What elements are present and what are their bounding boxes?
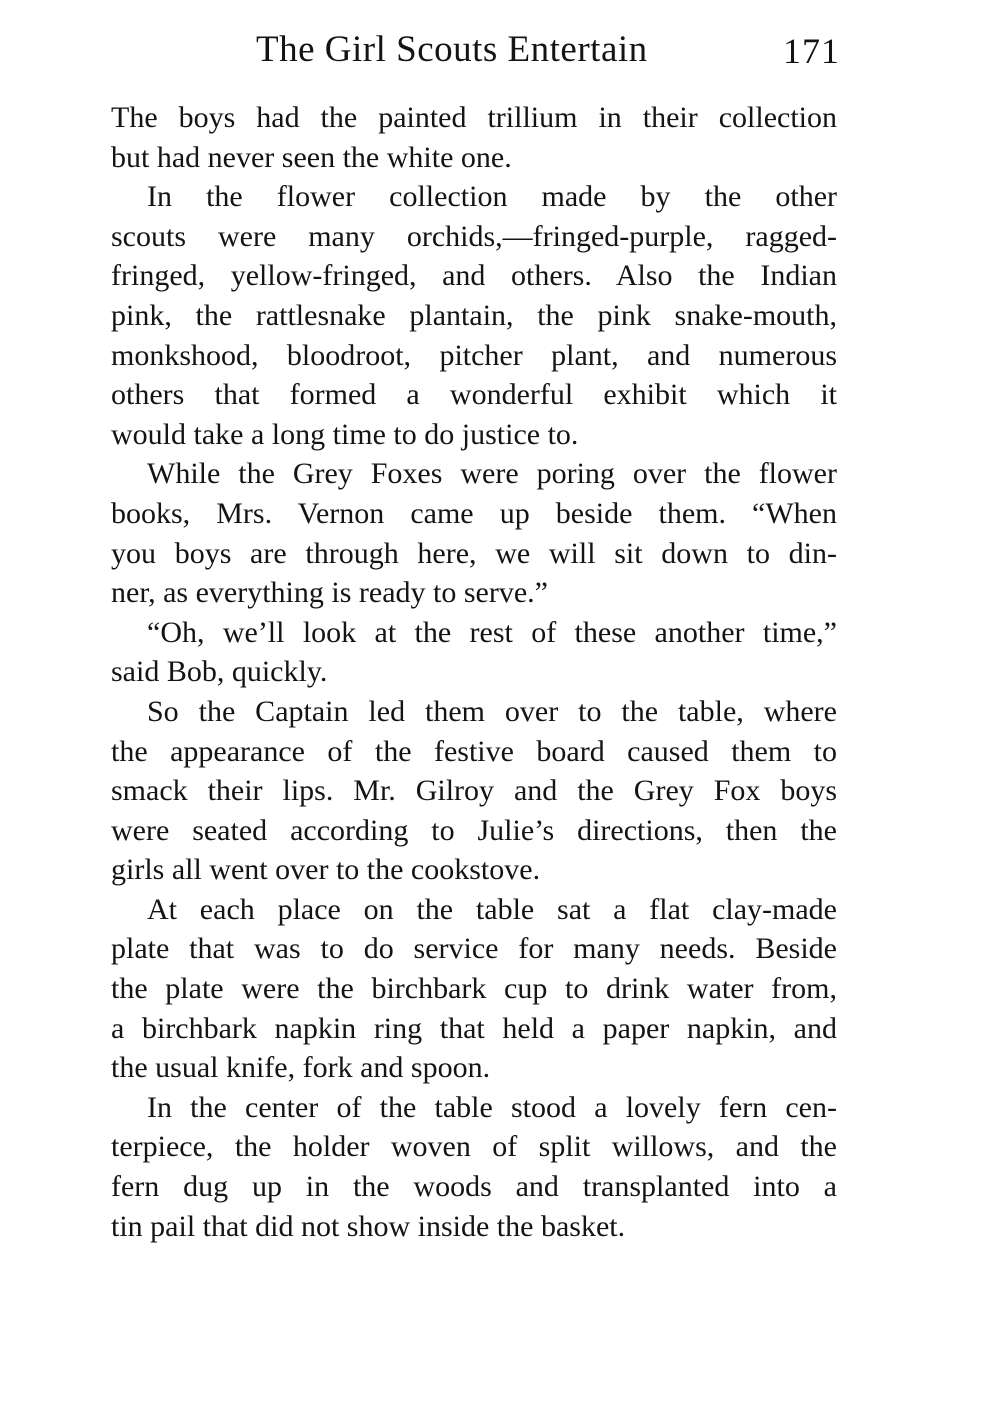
text-line: pink, the rattlesnake plantain, the pink snake-mouth, [111,298,837,332]
body-text [111,98,837,1246]
page-number: 171 [783,31,840,71]
text-line: the usual knife, fork and spoon. [111,1051,491,1085]
text-line: fringed, yellow-fringed, and others. Also the Indian [111,259,837,293]
text-line: others that formed a wonderful exhibit which it [111,378,837,412]
text-line: but had never seen the white one. [111,140,512,174]
text-line: At each place on the table sat a flat clay-made [147,892,837,926]
text-line: scouts were many orchids,—fringed-purple, ragged- [111,219,837,253]
text-line: plate that was to do service for many needs. Beside [111,932,837,966]
text-line: you boys are through here, we will sit down to din- [111,536,837,570]
running-title: The Girl Scouts Entertain [256,29,648,70]
text-line: While the Grey Foxes were poring over the flower [147,457,837,491]
text-line: tin pail that did not show inside the basket. [111,1209,626,1243]
text-line: ner, as everything is ready to serve.” [111,576,548,610]
text-line: a birchbark napkin ring that held a paper napkin, and [111,1011,837,1045]
text-line: So the Captain led them over to the table, where [147,694,837,728]
text-line: “Oh, we’ll look at the rest of these another time,” [147,615,837,649]
text-line: terpiece, the holder woven of split willows, and the [111,1130,837,1164]
text-line: were seated according to Julie’s directions, then the [111,813,837,847]
text-line: The boys had the painted trillium in their collection [111,101,837,134]
text-line: In the center of the table stood a lovely fern cen- [147,1090,837,1124]
text-line: fern dug up in the woods and transplanted into a [111,1170,837,1204]
text-line: would take a long time to do justice to. [111,417,579,451]
text-line: said Bob, quickly. [111,655,328,689]
text-line: the appearance of the festive board caused them to [111,734,837,768]
text-line: smack their lips. Mr. Gilroy and the Grey Fox boys [111,774,837,808]
text-line: books, Mrs. Vernon came up beside them. “When [111,496,837,530]
text-line: girls all went over to the cookstove. [111,853,541,887]
text-line: monkshood, bloodroot, pitcher plant, and numerous [111,338,837,372]
text-line: the plate were the birchbark cup to drink water from, [111,972,837,1006]
running-head [110,28,840,74]
text-line: In the flower collection made by the other [147,180,837,214]
